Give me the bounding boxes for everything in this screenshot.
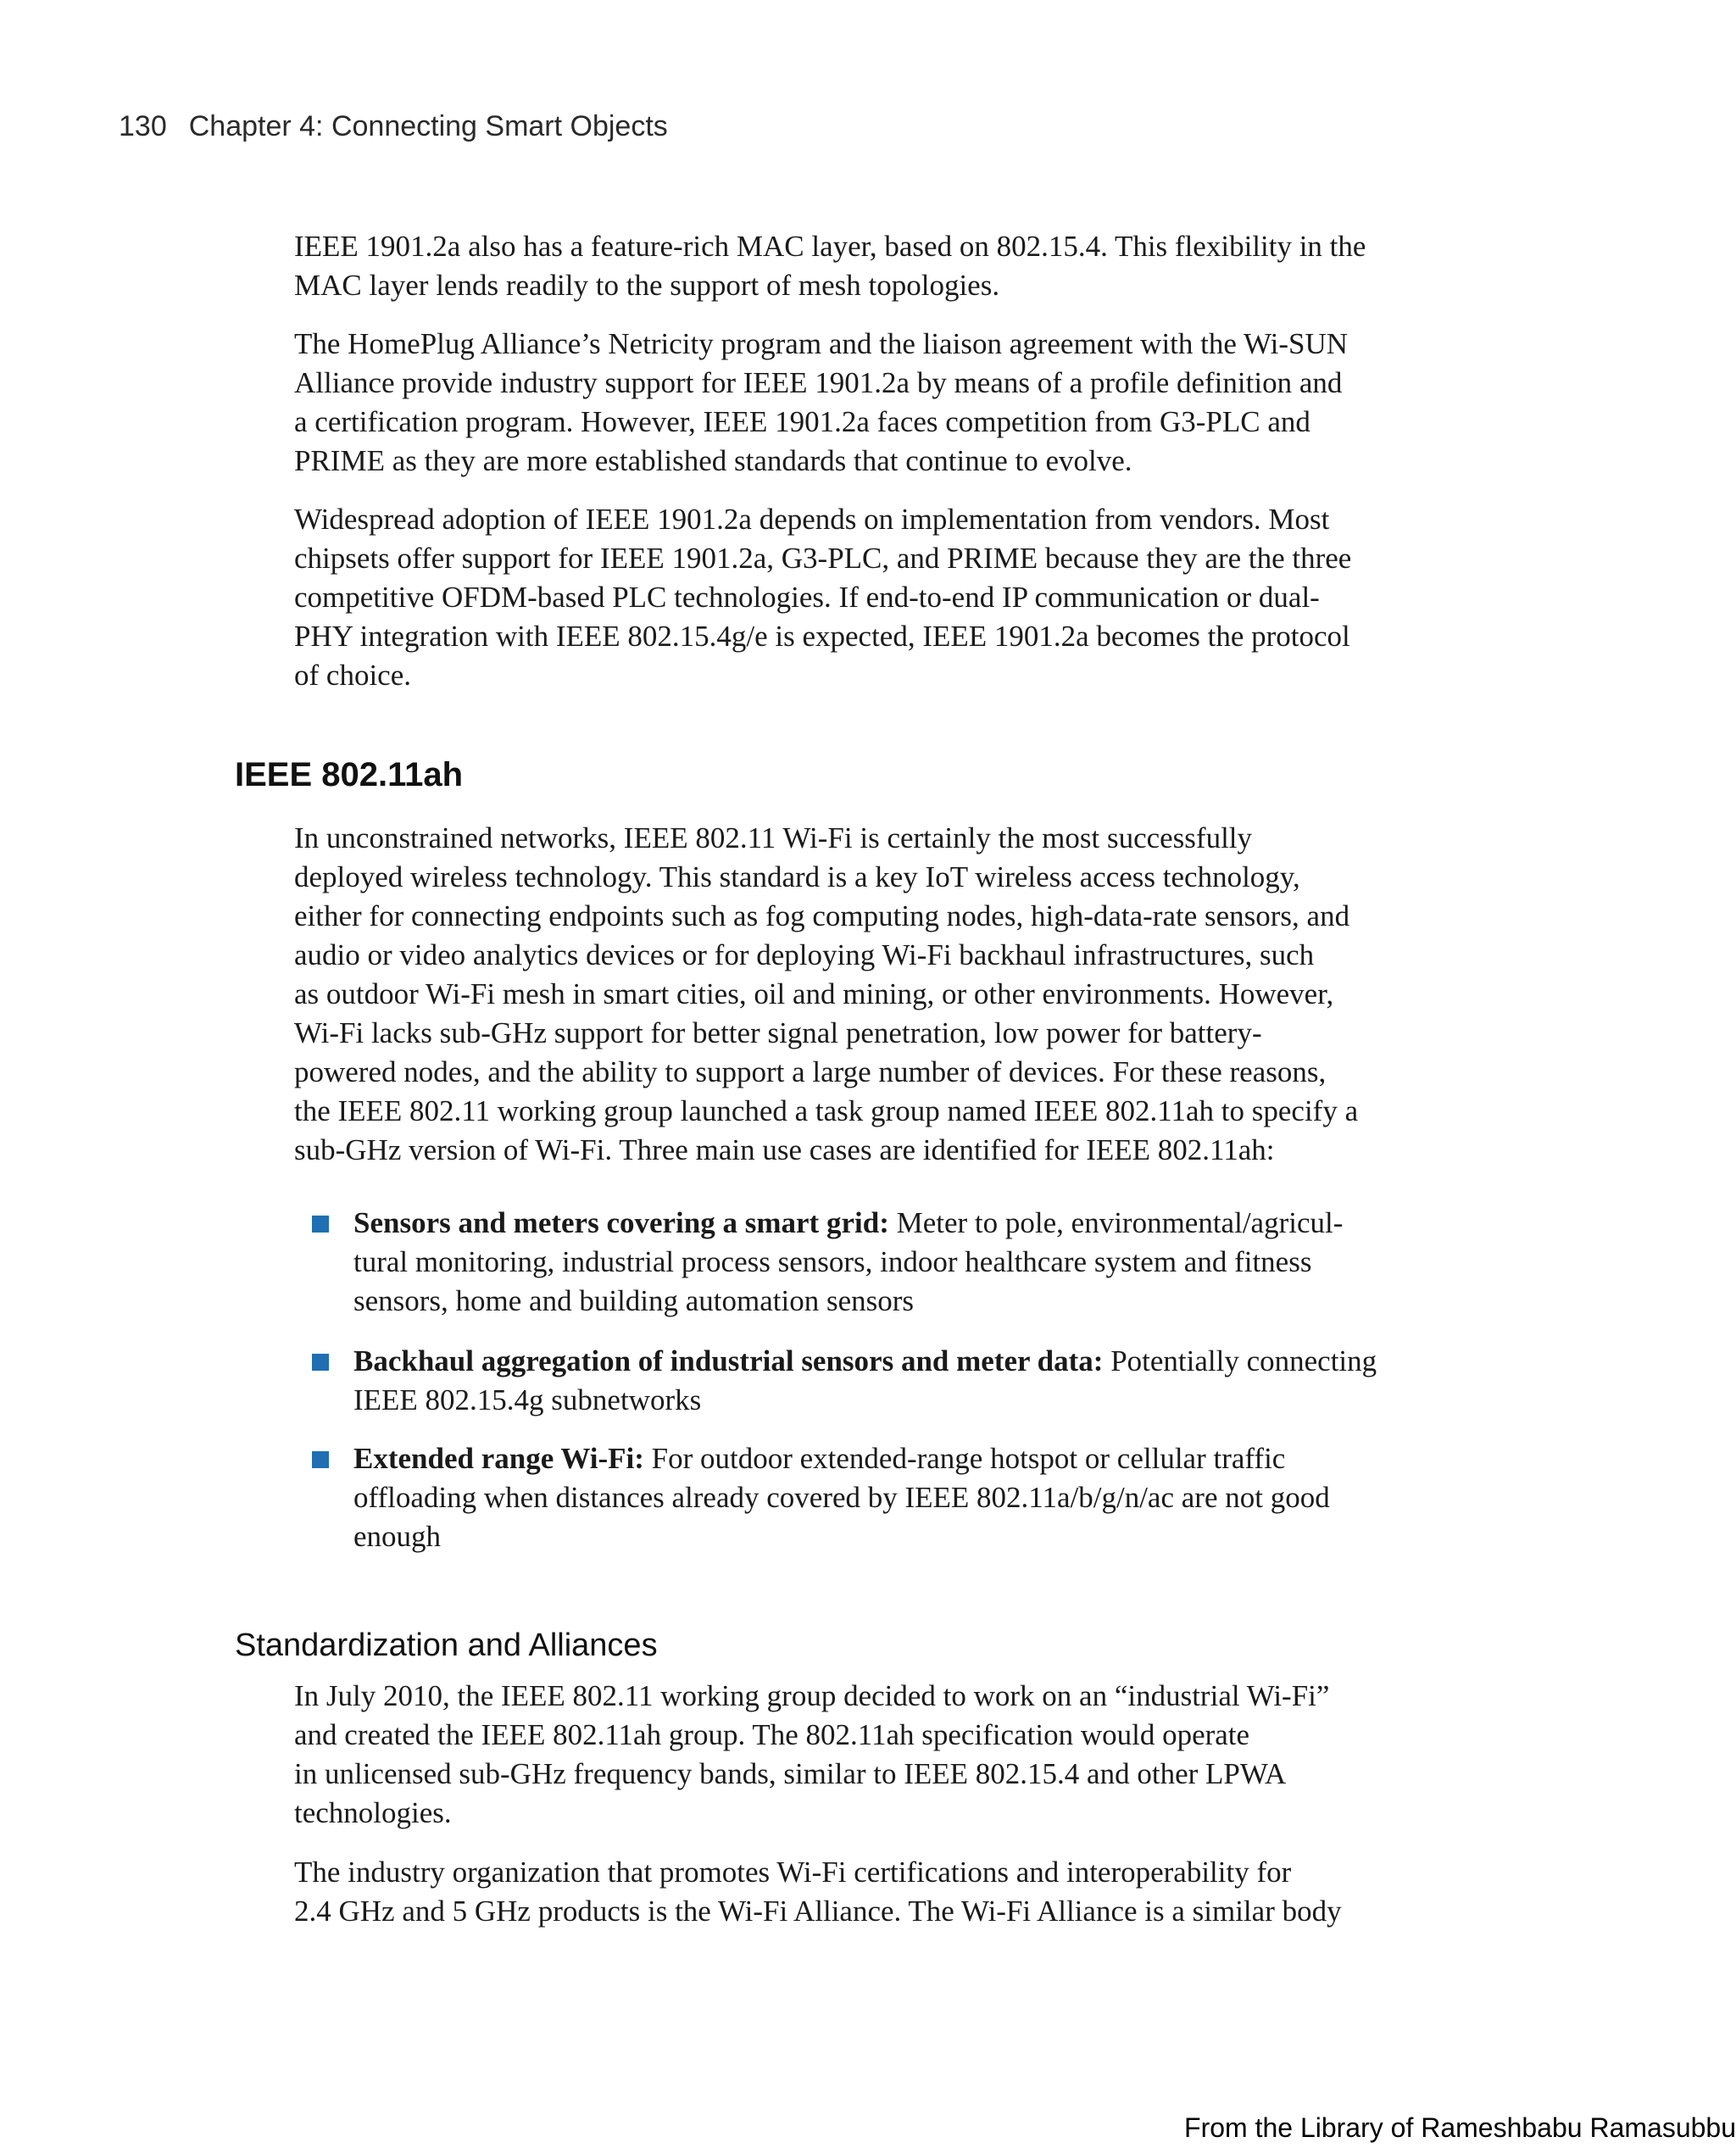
text-line: In July 2010, the IEEE 802.11 working group decided to work on an “industrial Wi-Fi”	[294, 1679, 1330, 1712]
text-line: The HomePlug Alliance’s Netricity program and the liaison agreement with the Wi-SUN	[294, 327, 1349, 360]
text-line	[353, 1439, 1330, 1478]
text-line: MAC layer lends readily to the support of mesh topologies.	[294, 269, 1000, 302]
text-line: the IEEE 802.11 working group launched a task group named IEEE 802.11ah to specify a	[294, 1094, 1359, 1127]
list-item-lead: Sensors and meters covering a smart grid:	[353, 1206, 889, 1239]
text-line: tural monitoring, industrial process sensors, indoor healthcare system and fitness	[353, 1245, 1312, 1278]
text-line: audio or video analytics devices or for deploying Wi-Fi backhaul infrastructures, such	[294, 938, 1315, 971]
bullet-square-icon	[312, 1216, 329, 1233]
text-line: sub-GHz version of Wi-Fi. Three main use cases are identified for IEEE 802.11ah:	[294, 1133, 1275, 1166]
text-line: offloading when distances already covered by IEEE 802.11a/b/g/n/ac are not good	[353, 1481, 1330, 1514]
text-line: and created the IEEE 802.11ah group. The 802.11ah specification would operate	[294, 1718, 1250, 1751]
text-line: in unlicensed sub-GHz frequency bands, similar to IEEE 802.15.4 and other LPWA	[294, 1757, 1287, 1790]
text-line	[353, 1342, 1377, 1381]
text-line: competitive OFDM-based PLC technologies. If end-to-end IP communication or dual-	[294, 581, 1320, 614]
bullet-square-icon	[312, 1354, 329, 1371]
bullet-square-icon	[312, 1451, 329, 1468]
list-item-text	[353, 1439, 1330, 1556]
paragraph	[294, 819, 1447, 1170]
text-line: either for connecting endpoints such as fog computing nodes, high-data-rate sensors, and	[294, 899, 1350, 932]
text-line: sensors, home and building automation sensors	[353, 1284, 915, 1317]
list-item-body: For outdoor extended-range hotspot or cellular traffic	[643, 1442, 1286, 1475]
text-line: powered nodes, and the ability to support a large number of devices. For these reasons,	[294, 1055, 1327, 1088]
text-line: Alliance provide industry support for IEEE 1901.2a by means of a profile definition and	[294, 366, 1343, 399]
page-number: 130	[119, 110, 167, 142]
subsection-heading: Standardization and Alliances	[235, 1628, 658, 1663]
text-line: deployed wireless technology. This standard is a key IoT wireless access technology,	[294, 860, 1300, 893]
list-item-body: Potentially connecting	[1103, 1344, 1377, 1377]
list-item-lead: Extended range Wi-Fi:	[353, 1442, 644, 1475]
section-heading: IEEE 802.11ah	[235, 756, 464, 793]
text-line: a certification program. However, IEEE 1901.2a faces competition from G3-PLC and	[294, 405, 1310, 438]
paragraph	[294, 500, 1447, 695]
library-footer: From the Library of Rameshbabu Ramasubbu	[1184, 2112, 1736, 2143]
paragraph	[294, 1677, 1447, 1833]
running-head	[119, 110, 668, 143]
text-line: of choice.	[294, 659, 411, 692]
paragraph	[294, 1853, 1447, 1931]
chapter-title: Chapter 4: Connecting Smart Objects	[188, 110, 668, 142]
text-line: PHY integration with IEEE 802.15.4g/e is expected, IEEE 1901.2a becomes the protocol	[294, 620, 1350, 653]
text-line: 2.4 GHz and 5 GHz products is the Wi-Fi Alliance. The Wi-Fi Alliance is a similar body	[294, 1895, 1342, 1928]
text-line: Wi-Fi lacks sub-GHz support for better signal penetration, low power for battery-	[294, 1016, 1262, 1049]
list-item-text	[353, 1204, 1343, 1321]
text-line: enough	[353, 1520, 442, 1553]
text-line: PRIME as they are more established standards that continue to evolve.	[294, 444, 1132, 477]
list-item-lead: Backhaul aggregation of industrial sensors and meter data:	[353, 1344, 1104, 1377]
paragraph	[294, 227, 1447, 305]
text-line: chipsets offer support for IEEE 1901.2a, G3-PLC, and PRIME because they are the three	[294, 542, 1352, 575]
text-line	[353, 1204, 1343, 1243]
text-line: In unconstrained networks, IEEE 802.11 Wi-Fi is certainly the most successfully	[294, 821, 1253, 854]
text-line: IEEE 802.15.4g subnetworks	[353, 1383, 702, 1416]
paragraph	[294, 325, 1447, 481]
list-item-text	[353, 1342, 1377, 1420]
text-line: as outdoor Wi-Fi mesh in smart cities, oil and mining, or other environments. However,	[294, 977, 1334, 1010]
text-line: technologies.	[294, 1796, 452, 1829]
text-line: IEEE 1901.2a also has a feature-rich MAC layer, based on 802.15.4. This flexibility in the	[294, 230, 1366, 263]
text-line: Widespread adoption of IEEE 1901.2a depends on implementation from vendors. Most	[294, 503, 1330, 536]
text-line: The industry organization that promotes Wi-Fi certifications and interoperability for	[294, 1856, 1292, 1889]
list-item-body: Meter to pole, environmental/agricul-	[888, 1206, 1344, 1239]
